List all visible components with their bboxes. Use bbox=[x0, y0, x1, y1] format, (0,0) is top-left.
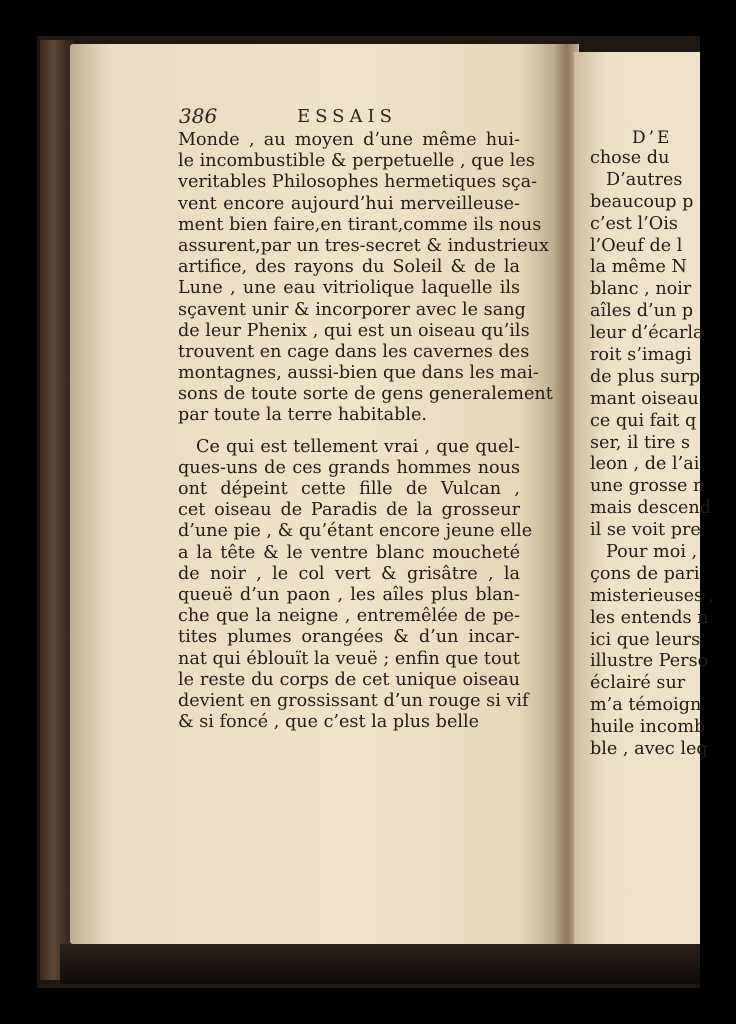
right-text-line: l’Oeuf de l bbox=[590, 235, 683, 256]
book-bottom-edge bbox=[60, 944, 700, 984]
right-text-line: il se voit pre bbox=[590, 520, 701, 541]
right-text-line: ce qui fait q bbox=[590, 410, 697, 431]
right-text-line: la même N bbox=[590, 257, 687, 278]
paragraph-gap bbox=[178, 427, 520, 437]
text-line: tites plumes orangées & d’un incar- bbox=[178, 627, 520, 648]
right-text-line: Pour moi , bbox=[606, 542, 698, 563]
right-text-line: çons de pari bbox=[590, 563, 700, 584]
right-text-line: blanc , noir bbox=[590, 279, 692, 300]
page-number: 386 bbox=[179, 104, 218, 128]
text-line: sons de toute sorte de gens generalement bbox=[178, 384, 553, 405]
text-line: Monde , au moyen d’une même hui- bbox=[178, 130, 520, 150]
right-text-line: une grosse n bbox=[590, 476, 705, 497]
right-page-running-title: D’E bbox=[632, 128, 673, 148]
book-spine-edge bbox=[40, 40, 74, 980]
text-line: par toute la terre habitable. bbox=[178, 405, 428, 426]
text-line: montagnes, aussi-bien que dans les mai- bbox=[178, 363, 539, 384]
text-line: artifice, des rayons du Soleil & de la bbox=[178, 257, 520, 278]
right-text-line: m’a témoign bbox=[590, 695, 702, 716]
right-text-line: huile incomb bbox=[590, 717, 706, 738]
text-line: vent encore aujourd’hui merveilleuse- bbox=[178, 193, 520, 214]
right-text-line: de plus surp bbox=[590, 366, 701, 387]
right-text-line: leur d’écarla bbox=[590, 323, 704, 344]
text-line: a la tête & le ventre blanc moucheté bbox=[178, 542, 520, 563]
text-line: d’une pie , & qu’étant encore jeune elle bbox=[178, 521, 533, 542]
text-line: veritables Philosophes hermetiques sça- bbox=[178, 172, 538, 193]
text-line: ques-uns de ces grands hommes nous bbox=[178, 457, 520, 478]
right-text-line: ici que leurs bbox=[590, 629, 701, 650]
text-line: & si foncé , que c’est la plus belle bbox=[178, 712, 480, 733]
paragraph-2 bbox=[178, 436, 533, 734]
right-text-line: beaucoup p bbox=[590, 191, 694, 212]
text-line: le incombustible & perpetuelle , que les bbox=[178, 151, 535, 172]
right-text-line: illustre Perso bbox=[590, 651, 709, 672]
text-line: ment bien faire,en tirant,comme ils nous bbox=[178, 214, 542, 235]
text-line: de leur Phenix , qui est un oiseau qu’ils bbox=[178, 320, 530, 341]
text-line: queuë d’un paon , les aîles plus blan- bbox=[178, 584, 520, 605]
right-text-line: éclairé sur bbox=[590, 673, 686, 694]
text-line: ont dépeint cette fille de Vulcan , bbox=[178, 479, 520, 499]
text-line: de noir , le col vert & grisâtre , la bbox=[178, 563, 520, 584]
right-text-line: ser, il tire s bbox=[590, 432, 691, 453]
text-line: cet oiseau de Paradis de la grosseur bbox=[178, 500, 520, 521]
text-line: trouvent en cage dans les cavernes des bbox=[178, 341, 530, 362]
paragraph-1 bbox=[178, 130, 553, 427]
text-line: sçavent unir & incorporer avec le sang bbox=[178, 299, 526, 320]
text-line: assurent,par un tres-secret & industrieux bbox=[178, 235, 549, 256]
left-page-header bbox=[179, 104, 509, 128]
right-text-line: roit s’imagi bbox=[590, 345, 692, 366]
text-line: che que la neigne , entremêlée de pe- bbox=[178, 606, 520, 627]
right-page-text bbox=[590, 130, 730, 761]
right-page-header-space bbox=[590, 130, 730, 148]
running-title: ESSAIS bbox=[297, 106, 397, 127]
text-line: Ce qui est tellement vrai , que quel- bbox=[196, 436, 520, 457]
right-text-line: chose du bbox=[590, 148, 670, 168]
right-text-line: les entends n bbox=[590, 607, 709, 628]
text-line: Lune , une eau vitriolique laquelle ils bbox=[178, 278, 520, 299]
left-page-text bbox=[178, 130, 553, 733]
right-text-line: leon , de l’ai bbox=[590, 454, 700, 475]
right-text-line: mais descend bbox=[590, 498, 711, 519]
text-line: nat qui éblouït la veuë ; enfin que tout bbox=[178, 648, 520, 669]
right-text-line: misterieuses , bbox=[590, 585, 715, 606]
right-text-line: D’autres bbox=[606, 169, 683, 190]
right-text-line: mant oiseau bbox=[590, 388, 699, 409]
right-text-line: c’est l’Ois bbox=[590, 213, 678, 234]
text-line: le reste du corps de cet unique oiseau bbox=[178, 669, 520, 690]
text-line: devient en grossissant d’un rouge si vif bbox=[178, 690, 529, 711]
right-text-line: aîles d’un p bbox=[590, 301, 694, 322]
right-text-line: ble , avec leq bbox=[590, 739, 708, 760]
